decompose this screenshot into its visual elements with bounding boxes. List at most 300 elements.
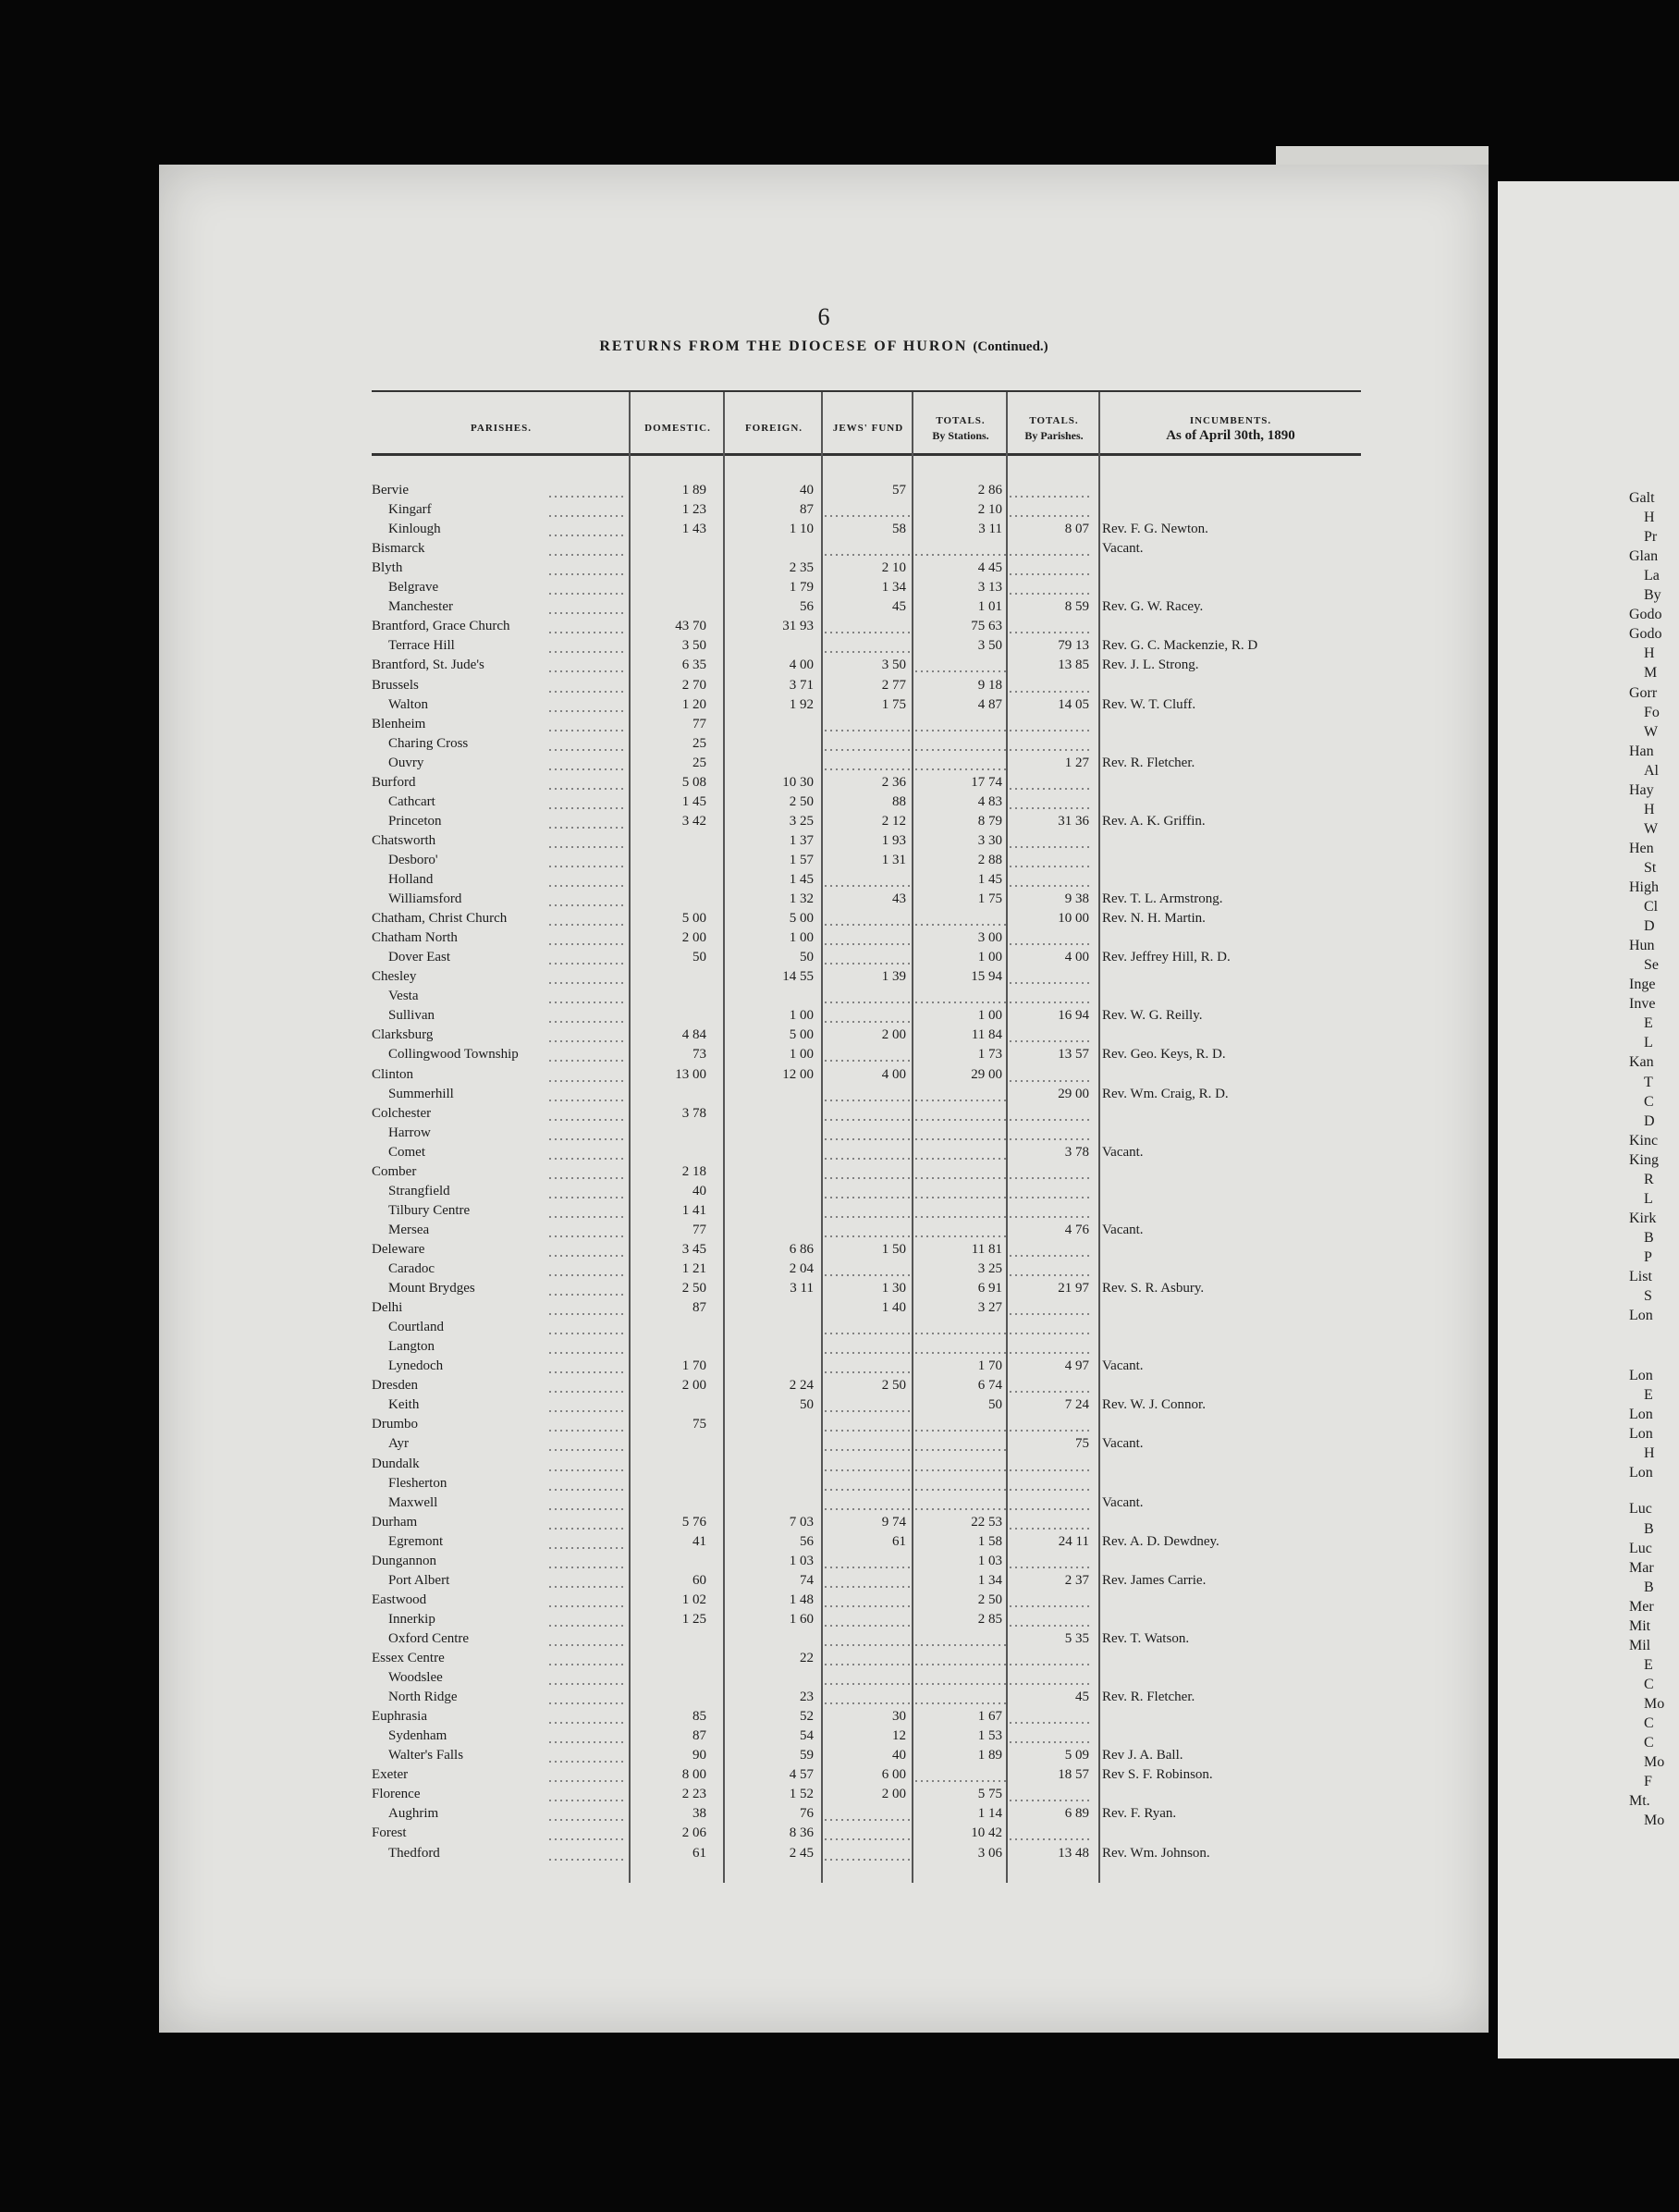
leader-dots: [547, 793, 625, 812]
totals-stations-value: 1 58: [977, 1533, 1002, 1549]
table-row: [159, 948, 1489, 967]
incumbent-name: [1102, 1415, 1370, 1434]
domestic-value: 6 35: [681, 657, 706, 673]
domestic-value: 1 45: [681, 793, 706, 809]
domestic-value: [631, 851, 714, 870]
incumbent-name: [1102, 1065, 1370, 1085]
incumbent-name: [1102, 617, 1370, 636]
facing-page-label: E: [1644, 1387, 1653, 1404]
parish-name: Cathcart: [388, 793, 435, 809]
totals-stations-value: 17 74: [971, 774, 1002, 790]
incumbent-name: Vacant.: [1102, 1436, 1144, 1452]
facing-page-label: C: [1644, 1093, 1654, 1110]
domestic-value: 2 23: [681, 1787, 706, 1802]
table-row: [159, 812, 1489, 831]
incumbent-name: Rev J. A. Ball.: [1102, 1748, 1183, 1763]
totals-stations-value: 1 73: [977, 1047, 1002, 1063]
totals-stations-value: 1 00: [977, 950, 1002, 965]
foreign-value: 1 52: [789, 1787, 814, 1802]
jews-fund-value: [823, 1610, 912, 1629]
facing-page-label: High: [1629, 879, 1659, 895]
parish-name: Williamsford: [388, 891, 462, 907]
domestic-value: 25: [692, 755, 706, 770]
incumbent-name: [1102, 1649, 1370, 1668]
table-row: [159, 1824, 1489, 1843]
foreign-value: 56: [800, 599, 814, 615]
domestic-value: 60: [692, 1572, 706, 1588]
jews-fund-value: [823, 734, 912, 754]
leader-dots: [547, 1493, 625, 1513]
leader-dots: [547, 1727, 625, 1746]
incumbent-name: Vacant.: [1102, 1358, 1144, 1374]
totals-parishes-value: [1008, 1727, 1093, 1746]
totals-parishes-value: [1008, 1474, 1093, 1493]
domestic-value: 5 08: [681, 774, 706, 790]
leader-dots: [547, 754, 625, 773]
facing-page-label: Inve: [1629, 996, 1656, 1013]
jews-fund-value: 2 00: [881, 1787, 906, 1802]
foreign-value: [725, 1104, 821, 1124]
parish-name: Mount Brydges: [388, 1281, 475, 1296]
facing-page-label: Mit: [1629, 1617, 1651, 1634]
parish-name: Woodslee: [388, 1670, 443, 1686]
totals-stations-value: 4 45: [977, 560, 1002, 576]
incumbent-name: [1102, 987, 1370, 1006]
table-row: [159, 656, 1489, 675]
totals-parishes-value: 13 48: [1058, 1845, 1089, 1861]
parish-name: Forest: [372, 1825, 407, 1841]
foreign-value: 52: [800, 1709, 814, 1725]
table-row: [159, 1455, 1489, 1474]
foreign-value: 1 79: [789, 580, 814, 596]
domestic-value: 2 06: [681, 1825, 706, 1841]
totals-parishes-value: [1008, 928, 1093, 948]
leader-dots: [547, 1513, 625, 1532]
table-row: [159, 870, 1489, 890]
facing-page-label: B: [1644, 1229, 1654, 1246]
header-totals-stations: TOTALS. By Stations.: [932, 415, 989, 442]
facing-page-label: Lon: [1629, 1368, 1653, 1384]
domestic-value: 3 50: [681, 638, 706, 654]
parish-name: Chesley: [372, 969, 417, 985]
totals-stations-value: 2 88: [977, 852, 1002, 867]
parish-name: Dover East: [388, 950, 451, 965]
totals-stations-value: [913, 1201, 1006, 1221]
facing-page-label: Inge: [1629, 977, 1656, 993]
incumbent-name: Rev. S. R. Asbury.: [1102, 1281, 1205, 1296]
page-title: [159, 338, 1489, 355]
foreign-value: [725, 1085, 821, 1104]
table-row: [159, 1571, 1489, 1591]
jews-fund-value: 3 50: [881, 657, 906, 673]
domestic-value: 3 45: [681, 1241, 706, 1257]
jews-fund-value: 88: [892, 793, 906, 809]
foreign-value: 1 92: [789, 696, 814, 712]
jews-fund-value: 2 00: [881, 1027, 906, 1043]
foreign-value: [725, 1201, 821, 1221]
totals-parishes-value: [1008, 1162, 1093, 1182]
totals-parishes-value: [1008, 987, 1093, 1006]
jews-fund-value: [823, 1221, 912, 1240]
facing-page-label: La: [1644, 568, 1660, 584]
parish-name: Blenheim: [372, 716, 426, 731]
totals-parishes-value: 7 24: [1064, 1397, 1089, 1413]
jews-fund-value: [823, 1493, 912, 1513]
incumbent-name: Rev. Geo. Keys, R. D.: [1102, 1047, 1226, 1063]
incumbent-name: [1102, 1727, 1370, 1746]
parish-name: Terrace Hill: [388, 638, 455, 654]
parish-name: Langton: [388, 1339, 435, 1355]
foreign-value: 2 35: [789, 560, 814, 576]
foreign-value: 59: [800, 1748, 814, 1763]
table-row: [159, 1124, 1489, 1143]
facing-page-label: H: [1644, 510, 1655, 526]
totals-stations-value: 1 00: [977, 1008, 1002, 1024]
incumbent-name: [1102, 1474, 1370, 1493]
parish-name: Chatsworth: [372, 832, 436, 848]
leader-dots: [547, 1668, 625, 1688]
domestic-value: [631, 539, 714, 559]
totals-parishes-value: [1008, 1298, 1093, 1318]
totals-stations-value: [913, 1455, 1006, 1474]
parish-name: Oxford Centre: [388, 1630, 470, 1646]
jews-fund-value: 6 00: [881, 1767, 906, 1783]
leader-dots: [547, 1006, 625, 1026]
leader-dots: [547, 520, 625, 539]
jews-fund-value: 1 40: [881, 1300, 906, 1316]
foreign-value: [725, 1474, 821, 1493]
incumbent-name: [1102, 1610, 1370, 1629]
foreign-value: [725, 1143, 821, 1162]
jews-fund-value: [823, 1649, 912, 1668]
table-row: [159, 1629, 1489, 1649]
jews-fund-value: [823, 1162, 912, 1182]
totals-parishes-value: 31 36: [1058, 813, 1089, 829]
table-row: [159, 1765, 1489, 1785]
incumbent-name: [1102, 1104, 1370, 1124]
domestic-value: [631, 1337, 714, 1357]
totals-parishes-value: [1008, 1337, 1093, 1357]
domestic-value: [631, 1124, 714, 1143]
totals-stations-value: [913, 1104, 1006, 1124]
jews-fund-value: 1 75: [881, 696, 906, 712]
foreign-value: [725, 1415, 821, 1434]
leader-dots: [547, 1844, 625, 1863]
totals-stations-value: 2 86: [977, 483, 1002, 498]
parish-name: Sullivan: [388, 1008, 435, 1024]
leader-dots: [547, 1532, 625, 1552]
table-row: [159, 1085, 1489, 1104]
incumbent-name: [1102, 481, 1370, 500]
parish-name: Mersea: [388, 1222, 430, 1237]
incumbent-name: [1102, 1260, 1370, 1279]
totals-parishes-value: 14 05: [1058, 696, 1089, 712]
foreign-value: 2 04: [789, 1261, 814, 1276]
leader-dots: [547, 1240, 625, 1260]
header-foreign: FOREIGN.: [744, 423, 803, 434]
facing-page-label: Lon: [1629, 1426, 1653, 1443]
domestic-value: 5 76: [681, 1514, 706, 1530]
foreign-value: [725, 636, 821, 656]
totals-parishes-value: 21 97: [1058, 1281, 1089, 1296]
facing-page-label: S: [1644, 1288, 1652, 1305]
table-row: [159, 1844, 1489, 1863]
foreign-value: 2 50: [789, 793, 814, 809]
jews-fund-value: [823, 1688, 912, 1707]
facing-page-label: W: [1644, 820, 1659, 837]
foreign-value: [725, 1221, 821, 1240]
totals-parishes-value: 18 57: [1058, 1767, 1089, 1783]
jews-fund-value: [823, 1318, 912, 1337]
table-row: [159, 773, 1489, 793]
totals-stations-value: 1 03: [977, 1553, 1002, 1568]
incumbent-name: Rev. Jeffrey Hill, R. D.: [1102, 950, 1231, 965]
totals-parishes-value: 79 13: [1058, 638, 1089, 654]
totals-parishes-value: [1008, 1552, 1093, 1571]
leader-dots: [547, 1085, 625, 1104]
totals-stations-value: 8 79: [977, 813, 1002, 829]
totals-parishes-value: [1008, 481, 1093, 500]
parish-name: Chatham, Christ Church: [372, 911, 508, 927]
parish-name: Dundalk: [372, 1456, 420, 1471]
totals-parishes-value: [1008, 1455, 1093, 1474]
jews-fund-value: 57: [892, 483, 906, 498]
facing-page-label: D: [1644, 918, 1655, 935]
leader-dots: [547, 1649, 625, 1668]
jews-fund-value: 61: [892, 1533, 906, 1549]
jews-fund-value: [823, 1143, 912, 1162]
facing-page-label: P: [1644, 1248, 1652, 1265]
jews-fund-value: [823, 1474, 912, 1493]
foreign-value: [725, 1337, 821, 1357]
incumbent-name: [1102, 1455, 1370, 1474]
foreign-value: 2 24: [789, 1378, 814, 1394]
facing-page-label: C: [1644, 1715, 1654, 1731]
table-row: [159, 831, 1489, 851]
jews-fund-value: [823, 1337, 912, 1357]
facing-page-label: H: [1644, 645, 1655, 662]
totals-parishes-value: 24 11: [1058, 1533, 1089, 1549]
totals-stations-value: 3 06: [977, 1845, 1002, 1861]
jews-fund-value: [823, 870, 912, 890]
foreign-value: 3 71: [789, 677, 814, 693]
domestic-value: 38: [692, 1806, 706, 1822]
jews-fund-value: [823, 928, 912, 948]
leader-dots: [547, 1104, 625, 1124]
jews-fund-value: [823, 500, 912, 520]
totals-stations-value: [913, 1182, 1006, 1201]
leader-dots: [547, 1804, 625, 1824]
totals-parishes-value: [1008, 1026, 1093, 1045]
foreign-value: [725, 1162, 821, 1182]
parish-name: Chatham North: [372, 930, 458, 946]
jews-fund-value: [823, 1415, 912, 1434]
foreign-value: 74: [800, 1572, 814, 1588]
foreign-value: [725, 715, 821, 734]
totals-stations-value: [913, 1318, 1006, 1337]
incumbent-name: Vacant.: [1102, 1222, 1144, 1237]
totals-stations-value: 11 84: [971, 1027, 1002, 1043]
leader-dots: [547, 812, 625, 831]
leader-dots: [547, 890, 625, 909]
foreign-value: 5 00: [789, 1027, 814, 1043]
facing-page-label: Se: [1644, 957, 1659, 974]
jews-fund-value: [823, 1455, 912, 1474]
facing-page-label: Luc: [1629, 1540, 1652, 1556]
domestic-value: 2 00: [681, 1378, 706, 1394]
leader-dots: [547, 1260, 625, 1279]
totals-stations-value: [913, 1143, 1006, 1162]
facing-page-label: Hen: [1629, 840, 1654, 856]
incumbent-name: [1102, 734, 1370, 754]
table-row: [159, 1104, 1489, 1124]
parish-name: Walton: [388, 696, 428, 712]
jews-fund-value: 40: [892, 1748, 906, 1763]
totals-stations-value: 1 14: [977, 1806, 1002, 1822]
facing-page-label: B: [1644, 1579, 1654, 1595]
incumbent-name: Rev. T. L. Armstrong.: [1102, 891, 1223, 907]
parish-name: Keith: [388, 1397, 420, 1413]
facing-page-label: Mar: [1629, 1559, 1654, 1576]
domestic-value: 43 70: [675, 619, 706, 634]
foreign-value: 4 00: [789, 657, 814, 673]
jews-fund-value: [823, 1434, 912, 1454]
totals-parishes-value: [1008, 851, 1093, 870]
leader-dots: [547, 1143, 625, 1162]
leader-dots: [547, 1279, 625, 1298]
foreign-value: 22: [800, 1651, 814, 1665]
parish-name: Essex Centre: [372, 1651, 445, 1665]
foreign-value: 6 86: [789, 1241, 814, 1257]
domestic-value: 77: [692, 1222, 706, 1237]
incumbent-name: [1102, 1376, 1370, 1395]
foreign-value: 8 36: [789, 1825, 814, 1841]
totals-parishes-value: 16 94: [1058, 1008, 1089, 1024]
table-row: [159, 520, 1489, 539]
domestic-value: 5 00: [681, 911, 706, 927]
facing-page-label: E: [1644, 1656, 1653, 1673]
table-row: [159, 1006, 1489, 1026]
domestic-value: 1 89: [681, 483, 706, 498]
domestic-value: [631, 1474, 714, 1493]
jews-fund-value: [823, 1629, 912, 1649]
totals-stations-value: [913, 1415, 1006, 1434]
incumbent-name: [1102, 928, 1370, 948]
parish-name: North Ridge: [388, 1690, 458, 1705]
totals-parishes-value: 8 07: [1064, 522, 1089, 537]
foreign-value: [725, 734, 821, 754]
table-row: [159, 695, 1489, 715]
foreign-value: 40: [800, 483, 814, 498]
domestic-value: [631, 967, 714, 987]
foreign-value: [725, 1668, 821, 1688]
leader-dots: [547, 578, 625, 597]
totals-parishes-value: 13 85: [1058, 657, 1089, 673]
foreign-value: [725, 1629, 821, 1649]
totals-parishes-value: [1008, 1649, 1093, 1668]
incumbent-name: [1102, 967, 1370, 987]
jews-fund-value: [823, 1395, 912, 1415]
domestic-value: 85: [692, 1709, 706, 1725]
leader-dots: [547, 1124, 625, 1143]
totals-parishes-value: [1008, 1707, 1093, 1727]
jews-fund-value: 2 77: [881, 677, 906, 693]
table-row: [159, 1221, 1489, 1240]
parish-name: Lynedoch: [388, 1358, 444, 1374]
table-row: [159, 1337, 1489, 1357]
jews-fund-value: 30: [892, 1709, 906, 1725]
facing-page-label: Fo: [1644, 704, 1660, 720]
table-row: [159, 500, 1489, 520]
table-row: [159, 1026, 1489, 1045]
facing-page-label: Mo: [1644, 1695, 1665, 1712]
table-row: [159, 1376, 1489, 1395]
foreign-value: 1 45: [789, 872, 814, 887]
parish-name: Burford: [372, 774, 416, 790]
domestic-value: 41: [692, 1533, 706, 1549]
totals-stations-value: 3 25: [977, 1261, 1002, 1276]
jews-fund-value: [823, 1804, 912, 1824]
facing-page-label: Kirk: [1629, 1210, 1657, 1226]
totals-parishes-value: [1008, 1415, 1093, 1434]
incumbent-name: Rev. A. D. Dewdney.: [1102, 1533, 1219, 1549]
incumbent-name: Vacant.: [1102, 1144, 1144, 1160]
table-row: [159, 1727, 1489, 1746]
incumbent-name: [1102, 1201, 1370, 1221]
leader-dots: [547, 831, 625, 851]
totals-parishes-value: [1008, 773, 1093, 793]
leader-dots: [547, 656, 625, 675]
facing-page-label: E: [1644, 1015, 1653, 1032]
leader-dots: [547, 1201, 625, 1221]
leader-dots: [547, 1785, 625, 1804]
totals-stations-value: 11 81: [971, 1241, 1002, 1257]
totals-parishes-value: 6 89: [1064, 1806, 1089, 1822]
totals-stations-value: [913, 656, 1006, 675]
facing-page-label: Cl: [1644, 899, 1659, 916]
leader-dots: [547, 695, 625, 715]
foreign-value: 31 93: [782, 619, 814, 634]
domestic-value: 3 78: [681, 1105, 706, 1121]
jews-fund-value: 9 74: [881, 1514, 906, 1530]
domestic-value: 2 00: [681, 930, 706, 946]
parish-name: Colchester: [372, 1105, 432, 1121]
foreign-value: 3 11: [790, 1281, 814, 1296]
incumbent-name: Rev. W. T. Cluff.: [1102, 696, 1196, 712]
domestic-value: 1 02: [681, 1591, 706, 1607]
domestic-value: 25: [692, 735, 706, 751]
foreign-value: 1 00: [789, 930, 814, 946]
totals-parishes-value: [1008, 1201, 1093, 1221]
totals-stations-value: 1 01: [977, 599, 1002, 615]
incumbent-name: Rev. G. C. Mackenzie, R. D: [1102, 638, 1258, 654]
incumbent-name: Rev. R. Fletcher.: [1102, 1690, 1195, 1705]
leader-dots: [547, 1629, 625, 1649]
table-row: [159, 1434, 1489, 1454]
totals-stations-value: 3 13: [977, 580, 1002, 596]
jews-fund-value: [823, 1824, 912, 1843]
jews-fund-value: [823, 1668, 912, 1688]
totals-stations-value: [913, 1337, 1006, 1357]
leader-dots: [547, 928, 625, 948]
domestic-value: [631, 1395, 714, 1415]
parish-name: Princeton: [388, 813, 442, 829]
foreign-value: 7 03: [789, 1514, 814, 1530]
jews-fund-value: [823, 1006, 912, 1026]
table-row: [159, 676, 1489, 695]
totals-parishes-value: [1008, 831, 1093, 851]
table-row: [159, 1357, 1489, 1376]
